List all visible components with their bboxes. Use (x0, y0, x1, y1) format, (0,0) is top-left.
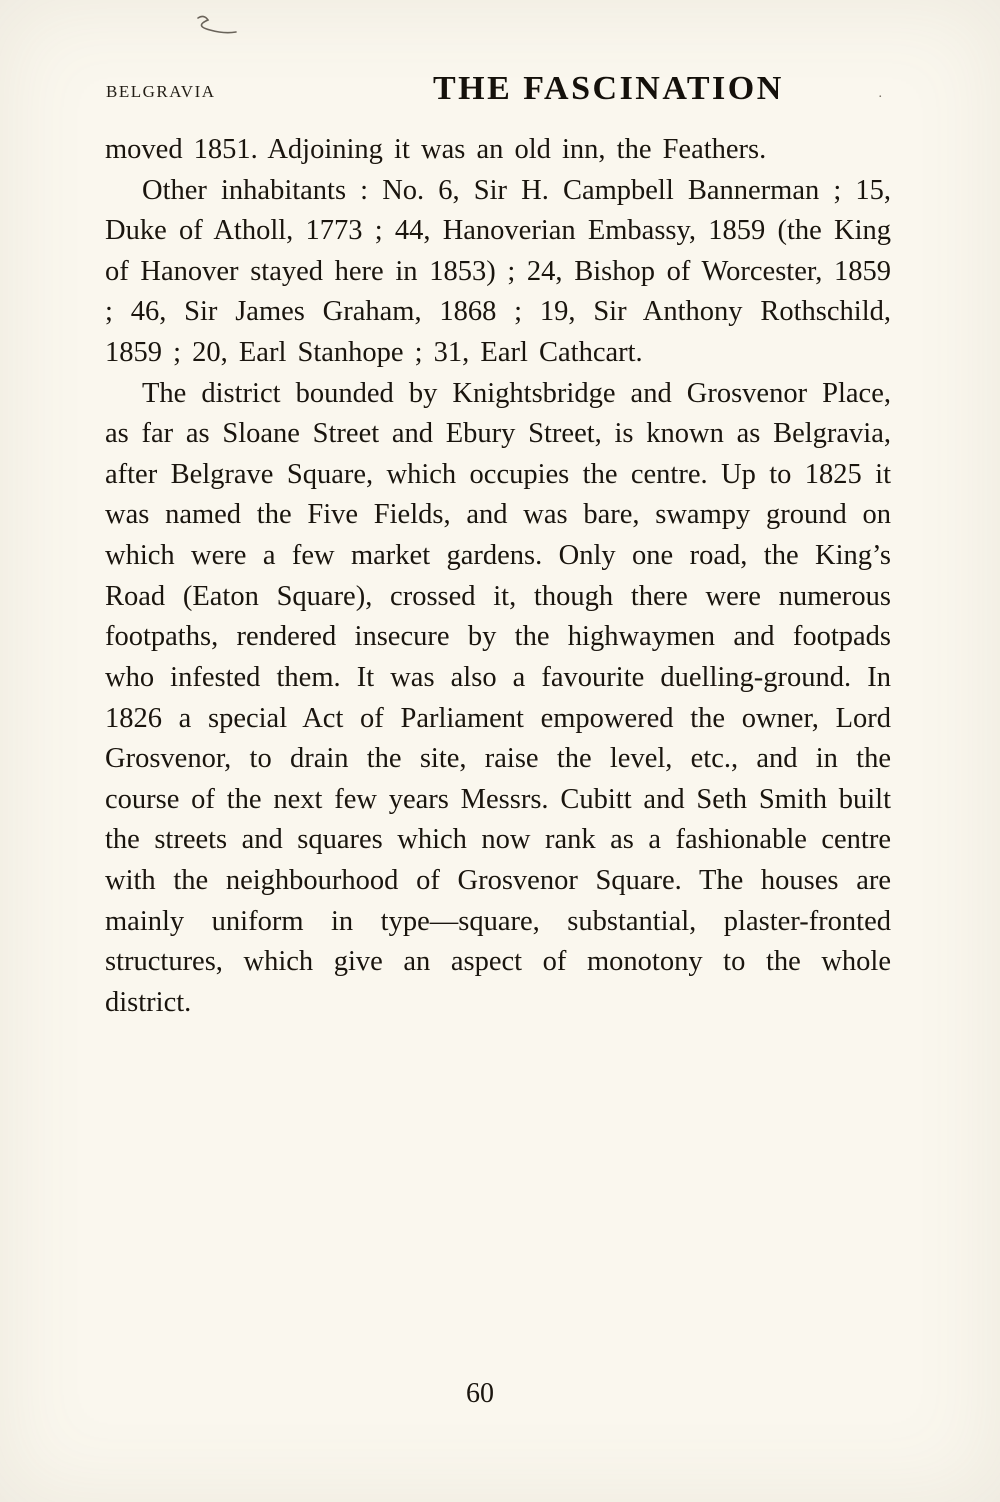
header-section-label: BELGRAVIA (106, 82, 216, 101)
paragraph-district: The district bounded by Knightsbridge and Grosvenor Place, as far as Sloane Street and Ebury Street, is known as Belgravia, after Belgrave Square, which occupies the centre. Up to 1825 it was named the Five Fields, and was bare, swampy ground on which were a few market gardens. Only one road, the King’s Road (Eaton Square), crossed it, though there were numerous footpaths, rendered insecure by the highwaymen and footpads who infested them. It was also a favourite duelling-ground. In 1826 a special Act of Parliament empowered the owner, Lord Grosvenor, to drain the site, raise the level, etc., and in the course of the next few years Messrs. Cubitt and Seth Smith built the streets and squares which now rank as a fashionable centre with the neighbourhood of Grosvenor Square. The houses are mainly uniform in type—square, substantial, plaster-fronted structures, which give an aspect of monotony to the whole district. (105, 377, 891, 1018)
ink-mark (192, 12, 244, 38)
body-text (105, 130, 891, 1023)
scan-speck: . (878, 86, 882, 101)
paragraph-continuation: moved 1851. Adjoining it was an old inn, the Feathers. (105, 134, 767, 165)
page-title: THE FASCINATION (433, 70, 784, 107)
page-number: 60 (466, 1378, 494, 1409)
running-header (0, 70, 1000, 116)
paragraph-inhabitants: Other inhabitants : No. 6, Sir H. Campbell Bannerman ; 15, Duke of Atholl, 1773 ; 44, Hanoverian Embassy, 1859 (the King of Hanover stayed here in 1853) ; 24, Bishop of Worcester, 1859 ; 46, Sir James Graham, 1868 ; 19, Sir Anthony Rothschild, 1859 ; 20, Earl Stanhope ; 31, Earl Cathcart. (105, 174, 891, 369)
